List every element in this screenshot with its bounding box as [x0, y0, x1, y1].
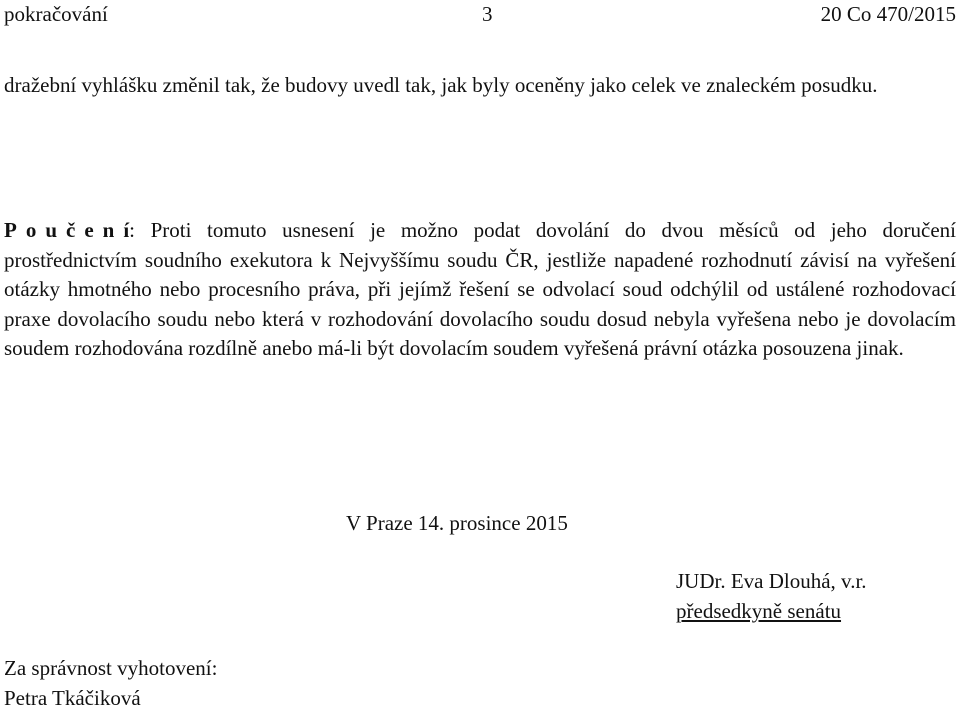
- signer-role: předsedkyně senátu: [676, 599, 842, 623]
- certification-name: Petra Tkáčiková: [4, 686, 141, 710]
- instruction-heading-lead: Poučen: [4, 218, 124, 242]
- signer-name: JUDr. Eva Dlouhá, v.r.: [676, 569, 867, 593]
- instruction-heading-colon: :: [129, 218, 136, 242]
- header-case-number: 20 Co 470/2015: [820, 2, 956, 26]
- instruction-heading-last: í: [123, 218, 130, 242]
- header-page-number: 3: [482, 2, 493, 26]
- paragraph-instruction: [4, 216, 956, 364]
- header-continuation-label: pokračování: [4, 2, 108, 26]
- paragraph-auction-notice: dražební vyhlášku změnil tak, že budovy uvedl tak, jak byly oceněny jako celek ve znaleckém posudku.: [4, 73, 878, 97]
- certification-block: [4, 653, 217, 713]
- place-and-date: V Praze 14. prosince 2015: [346, 511, 568, 535]
- signature-block: [676, 566, 867, 626]
- certification-label: Za správnost vyhotovení:: [4, 656, 218, 680]
- instruction-text: Proti tomuto usnesení je možno podat dovolání do dvou měsíců od jeho doručení prostřednictvím soudního exekutora k Nejvyššímu soudu ČR, jestliže napadené rozhodnutí závisí na vyřešení otázky hmotného nebo procesního práva, při jejímž řešení se odvolací soud odchýlil od ustálené rozhodovací praxe dovolacího soudu nebo která v rozhodování dovolacího soudu dosud nebyla vyřešena nebo je dovolacím soudem rozhodována rozdílně anebo má-li být dovolacím soudem vyřešená právní otázka posouzena jinak.: [4, 218, 956, 360]
- page-header: [4, 2, 956, 26]
